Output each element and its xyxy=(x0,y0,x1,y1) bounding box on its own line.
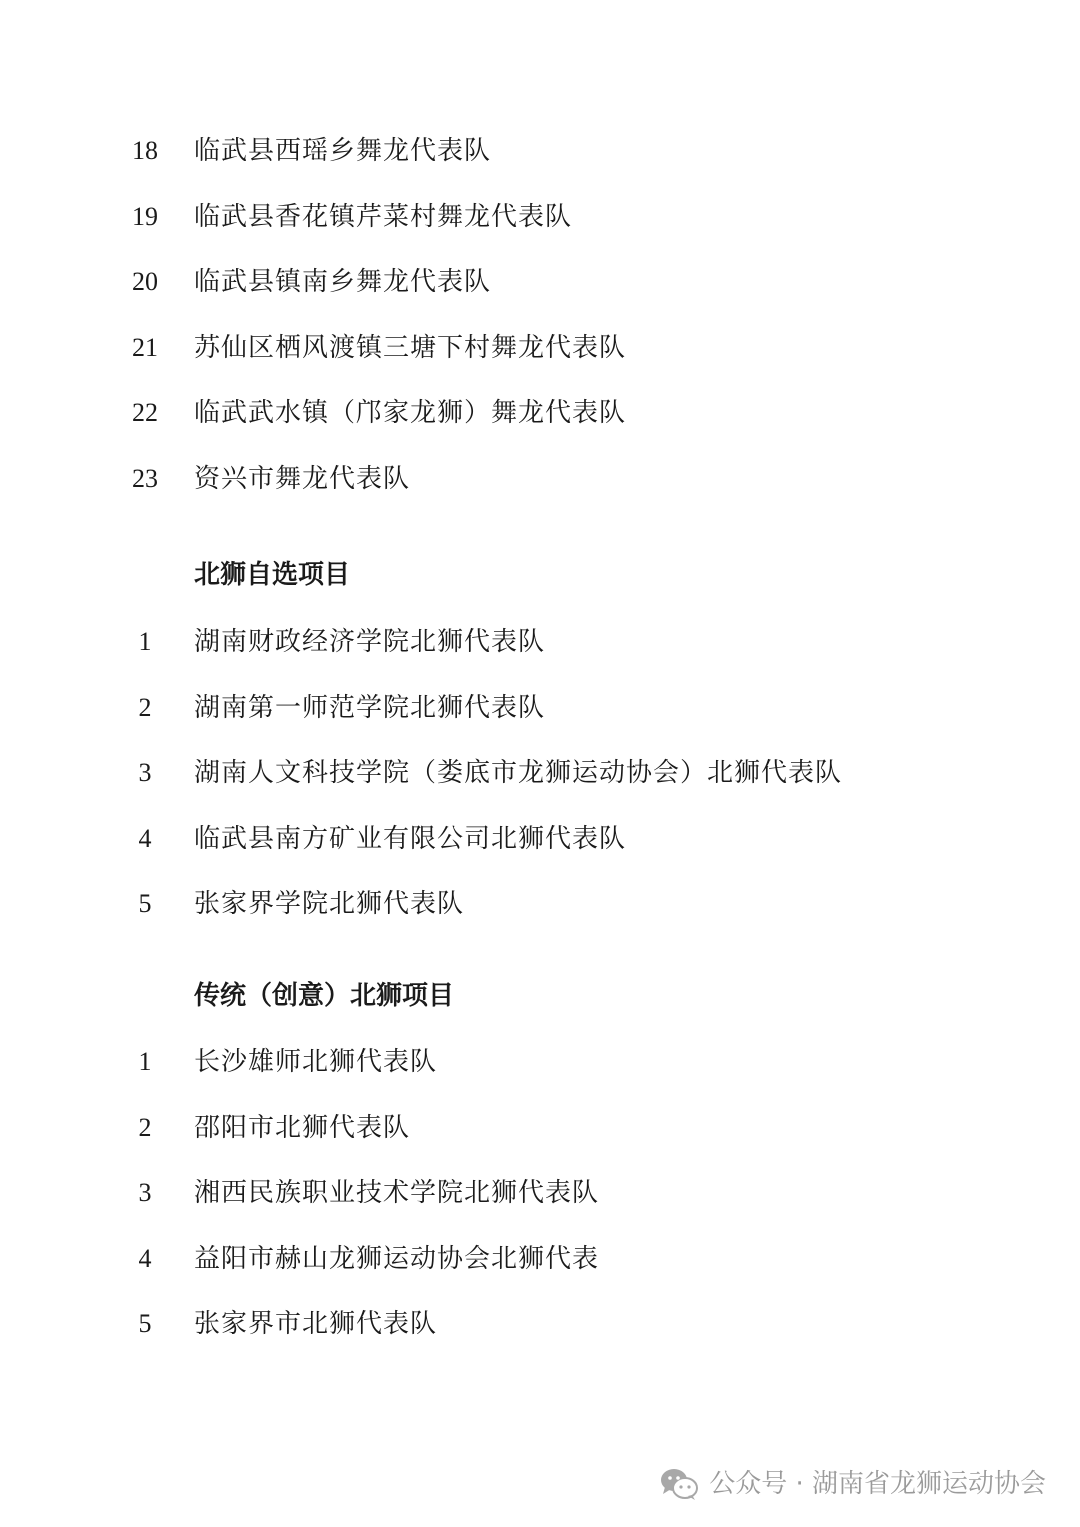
item-number: 4 xyxy=(138,1244,152,1273)
team-name: 湘西民族职业技术学院北狮代表队 xyxy=(194,1178,600,1208)
team-name: 临武县镇南乡舞龙代表队 xyxy=(194,267,492,297)
team-name: 临武县西瑶乡舞龙代表队 xyxy=(194,136,492,166)
team-name: 湖南人文科技学院（娄底市龙狮运动协会）北狮代表队 xyxy=(194,758,843,788)
team-name: 苏仙区栖风渡镇三塘下村舞龙代表队 xyxy=(194,333,627,363)
item-number: 23 xyxy=(132,464,158,493)
team-name: 临武县香花镇芹菜村舞龙代表队 xyxy=(194,202,573,232)
item-number: 4 xyxy=(138,824,152,853)
wechat-icon xyxy=(659,1467,699,1501)
item-number: 19 xyxy=(132,202,158,231)
team-name: 张家界市北狮代表队 xyxy=(194,1309,438,1339)
team-name: 长沙雄师北狮代表队 xyxy=(194,1047,438,1077)
item-number: 21 xyxy=(132,333,158,362)
team-name: 临武武水镇（邝家龙狮）舞龙代表队 xyxy=(194,398,627,428)
item-number: 18 xyxy=(132,136,158,165)
team-name: 临武县南方矿业有限公司北狮代表队 xyxy=(194,824,627,854)
item-number: 20 xyxy=(132,267,158,296)
team-name: 湖南财政经济学院北狮代表队 xyxy=(194,627,546,657)
item-number: 5 xyxy=(138,889,152,918)
item-number: 5 xyxy=(138,1309,152,1338)
team-name: 资兴市舞龙代表队 xyxy=(194,464,411,494)
wechat-watermark xyxy=(659,1462,1046,1506)
team-name: 湖南第一师范学院北狮代表队 xyxy=(194,693,546,723)
watermark-text: 公众号 · 湖南省龙狮运动协会 xyxy=(709,1469,1046,1499)
item-number: 3 xyxy=(138,758,152,787)
item-number: 1 xyxy=(138,627,152,656)
item-number: 2 xyxy=(138,693,152,722)
item-number: 1 xyxy=(138,1047,152,1076)
team-name: 张家界学院北狮代表队 xyxy=(194,889,465,919)
team-name: 益阳市赫山龙狮运动协会北狮代表 xyxy=(194,1244,600,1274)
item-number: 2 xyxy=(138,1113,152,1142)
section-title-north-freestyle: 北狮自选项目 xyxy=(194,560,351,590)
item-number: 22 xyxy=(132,398,158,427)
item-number: 3 xyxy=(138,1178,152,1207)
section-title-north-traditional: 传统（创意）北狮项目 xyxy=(194,981,455,1011)
team-name: 邵阳市北狮代表队 xyxy=(194,1113,411,1143)
